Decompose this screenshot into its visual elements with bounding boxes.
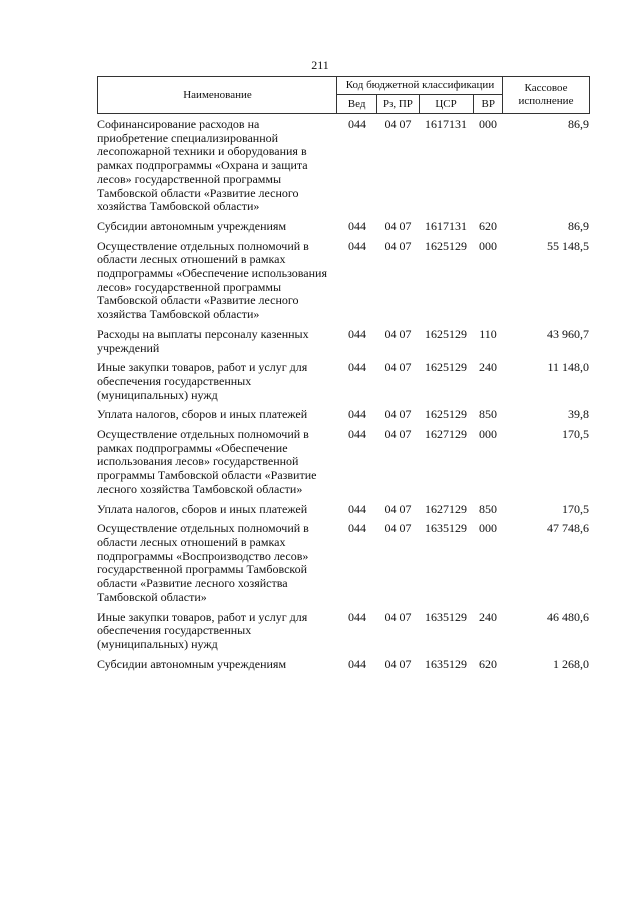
row-rz-pr: 04 07 <box>384 407 412 422</box>
row-vr: 000 <box>479 117 497 131</box>
table-row <box>97 118 589 214</box>
row-name: Осуществление отдельных полномочий в области лесных отношений в рамках подпрограммы «Обеспечение использования лесов» государственной программы Тамбовской области «Развитие лесного хозяйства Тамбовской области» <box>97 238 327 322</box>
row-sum: 11 148,0 <box>547 360 589 375</box>
row-rz-pr: 04 07 <box>384 360 412 375</box>
row-name: Иные закупки товаров, работ и услуг для обеспечения государственных (муниципальных) нужд <box>97 360 308 402</box>
row-ved: 044 <box>348 326 366 341</box>
row-name: Уплата налогов, сборов и иных платежей <box>97 407 308 422</box>
table-row <box>97 522 589 604</box>
row-name: Иные закупки товаров, работ и услуг для обеспечения государственных (муниципальных) нужд <box>97 609 308 651</box>
row-vr: 000 <box>479 238 497 253</box>
row-rz-pr: 04 07 <box>384 656 412 671</box>
row-rz-pr: 04 07 <box>384 501 412 516</box>
table-row <box>97 361 589 402</box>
row-name: Субсидии автономным учреждениям <box>97 656 287 671</box>
row-sum: 86,9 <box>568 218 589 233</box>
header-rz-pr: Рз, ПР <box>377 95 419 113</box>
header-kassovoe-cell <box>502 76 590 114</box>
row-ved: 044 <box>348 521 366 536</box>
row-ved: 044 <box>348 427 366 442</box>
row-csr: 1635129 <box>425 521 467 536</box>
row-vr: 000 <box>479 521 497 536</box>
row-csr: 1625129 <box>425 238 467 253</box>
table-row <box>97 658 589 672</box>
row-name: Расходы на выплаты персоналу казенных учреждений <box>97 326 309 355</box>
row-csr: 1617131 <box>425 117 467 131</box>
table-row <box>97 328 589 355</box>
header-code-subcolumns <box>337 95 503 113</box>
row-name: Субсидии автономным учреждениям <box>97 218 287 233</box>
row-name: Уплата налогов, сборов и иных платежей <box>97 501 308 516</box>
row-vr: 620 <box>479 656 497 671</box>
row-vr: 850 <box>479 501 497 516</box>
header-name-label: Наименование <box>183 89 252 101</box>
row-sum: 39,8 <box>568 407 589 422</box>
row-csr: 1625129 <box>425 326 467 341</box>
row-rz-pr: 04 07 <box>384 521 412 536</box>
row-vr: 850 <box>479 407 497 422</box>
row-vr: 240 <box>479 609 497 624</box>
row-rz-pr: 04 07 <box>384 427 412 442</box>
row-sum: 170,5 <box>562 427 589 442</box>
row-ved: 044 <box>348 238 366 253</box>
row-vr: 620 <box>479 218 497 233</box>
row-ved: 044 <box>348 117 366 131</box>
header-kassovoe-label: Кассовое исполнение <box>518 82 574 107</box>
table-row <box>97 611 589 652</box>
row-csr: 1635129 <box>425 656 467 671</box>
row-vr: 110 <box>479 326 497 341</box>
row-csr: 1635129 <box>425 609 467 624</box>
table-row <box>97 428 589 497</box>
row-rz-pr: 04 07 <box>384 117 412 131</box>
header-budget-code-cell <box>336 76 503 114</box>
row-ved: 044 <box>348 501 366 516</box>
row-sum: 46 480,6 <box>547 609 589 624</box>
row-vr: 240 <box>479 360 497 375</box>
header-ved: Вед <box>337 95 377 113</box>
row-ved: 044 <box>348 609 366 624</box>
header-vr: ВР <box>481 98 495 110</box>
row-csr: 1617131 <box>425 218 467 233</box>
row-ved: 044 <box>348 656 366 671</box>
row-sum: 170,5 <box>562 501 589 516</box>
row-vr: 000 <box>479 427 497 442</box>
row-sum: 55 148,5 <box>547 238 589 253</box>
row-name: Осуществление отдельных полномочий в рамках подпрограммы «Обеспечение использования лесов» государственной программы Тамбовской области «Развитие лесного хозяйства Тамбовской области» <box>97 427 317 496</box>
table-row <box>97 240 589 322</box>
table-row <box>97 408 589 422</box>
header-csr: ЦСР <box>420 95 474 113</box>
row-sum: 1 268,0 <box>553 656 589 671</box>
row-csr: 1627129 <box>425 501 467 516</box>
budget-table-body <box>97 118 589 677</box>
row-rz-pr: 04 07 <box>384 609 412 624</box>
row-ved: 044 <box>348 218 366 233</box>
row-name: Софинансирование расходов на приобретение специализированной лесопожарной техники и оборудования в рамках подпрограммы «Охрана и защита лесов» государственной программы Тамбовской области «Развитие лесного хозяйства Тамбовской области» <box>97 117 308 214</box>
row-sum: 47 748,6 <box>547 521 589 536</box>
row-csr: 1625129 <box>425 407 467 422</box>
header-budget-code-label: Код бюджетной классификации <box>337 77 503 95</box>
page-number: 211 <box>311 58 329 72</box>
row-ved: 044 <box>348 360 366 375</box>
row-sum: 86,9 <box>568 117 589 131</box>
row-rz-pr: 04 07 <box>384 326 412 341</box>
row-rz-pr: 04 07 <box>384 238 412 253</box>
row-name: Осуществление отдельных полномочий в области лесных отношений в рамках подпрограммы «Воспроизводство лесов» государственной программы Тамбовской области «Развитие лесного хозяйства Тамбовской области» <box>97 521 309 604</box>
row-csr: 1627129 <box>425 427 467 442</box>
table-row <box>97 220 589 234</box>
row-rz-pr: 04 07 <box>384 218 412 233</box>
row-csr: 1625129 <box>425 360 467 375</box>
row-ved: 044 <box>348 407 366 422</box>
row-sum: 43 960,7 <box>547 326 589 341</box>
header-name-cell <box>97 76 337 114</box>
table-row <box>97 503 589 517</box>
